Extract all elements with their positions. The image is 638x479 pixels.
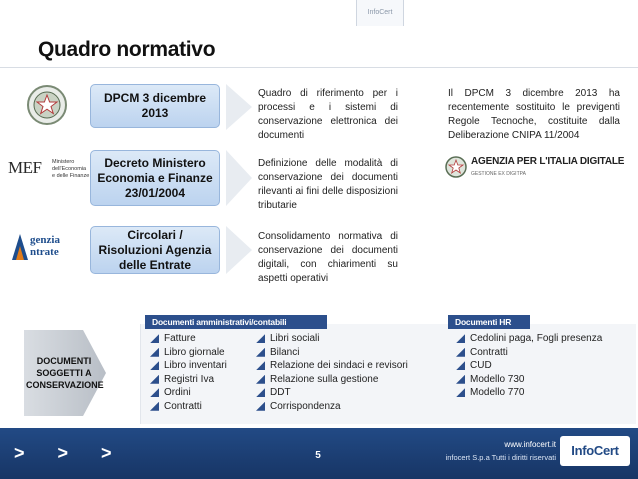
footer-legal-text: infocert S.p.a Tutti i diritti riservati [445,453,556,462]
bullet-arrow-icon [256,348,265,357]
bullet-arrow-icon [256,388,265,397]
bullet-arrow-icon [456,334,465,343]
agid-logo-subtitle: GESTIONE EX DIGITPA [471,171,526,177]
top-brand-label: InfoCert [356,0,404,26]
title-divider [0,67,638,68]
regulation-description-decreto-mef: Definizione delle modalità di conservazione dei documenti rilevanti ai fini delle disposizioni tributarie [258,158,398,211]
row-chevron-arrow [226,226,252,274]
regulation-pill-circolari: Circolari / Risoluzioni Agenzia delle Entrate [90,226,220,274]
regulation-description-dpcm: Quadro di riferimento per i processi e i sistemi di conservazione elettronica dei documenti [258,88,398,141]
list-item: Contratti [456,346,602,360]
documents-arrow-label: DOCUMENTI SOGGETTI A CONSERVAZIONE [26,356,104,390]
ade-logo-word-bottom: ntrate [30,246,59,258]
agid-logo-title: AGENZIA PER L'ITALIA DIGITALE [471,156,625,167]
mef-logo [8,156,90,186]
bullet-arrow-icon [256,402,265,411]
mef-logo-text: Ministero dell'Economia e delle Finanze [52,159,90,179]
list-item: Libro giornale [150,346,227,360]
bullet-arrow-icon [150,375,159,384]
tab-hr-documents: Documenti HR [448,315,530,329]
tab-admin-documents: Documenti amministrativi/contabili [145,315,327,329]
bullet-arrow-icon [150,402,159,411]
bullet-arrow-icon [456,348,465,357]
italian-republic-emblem-icon [26,84,68,126]
row-chevron-arrow [226,84,252,130]
list-item: Relazione sulla gestione [256,373,408,387]
regulation-pill-dpcm: DPCM 3 dicembre 2013 [90,84,220,128]
page-number: 5 [315,450,321,461]
admin-documents-list-1 [150,332,227,413]
admin-documents-list-2 [256,332,408,413]
page-title: Quadro normativo [38,38,216,61]
footer-arrows-icon: > > > [14,443,126,463]
agid-logo [445,150,625,184]
list-item: Fatture [150,332,227,346]
list-item: Ordini [150,386,227,400]
dpcm-note: Il DPCM 3 dicembre 2013 ha recentemente sostituito le previgenti Regole Tecnoche, costituite dalla Deliberazione CNIPA 11/2004 [448,88,620,141]
regulation-pill-decreto-mef: Decreto Ministero Economia e Finanze 23/01/2004 [90,150,220,206]
bullet-arrow-icon [456,361,465,370]
list-item: CUD [456,359,602,373]
bullet-arrow-icon [256,334,265,343]
infocert-logo: InfoCert [560,436,630,466]
footer-url: www.infocert.it [504,440,556,449]
list-item: Registri Iva [150,373,227,387]
bullet-arrow-icon [456,388,465,397]
list-item: Relazione dei sindaci e revisori [256,359,408,373]
agenzia-entrate-mark-icon [10,232,30,262]
list-item: Modello 770 [456,386,602,400]
agid-emblem-icon [445,154,467,180]
hr-documents-list [456,332,602,400]
list-item: Modello 730 [456,373,602,387]
list-item: Corrispondenza [256,400,408,414]
mef-logo-letters: MEF [8,158,42,177]
regulation-description-circolari: Consolidamento normativa di conservazione dei documenti digitali, con chiarimenti su aspetti operativi [258,231,398,284]
list-item: Libri sociali [256,332,408,346]
ade-logo-word-top: genzia [30,234,60,246]
list-item: Contratti [150,400,227,414]
bullet-arrow-icon [150,334,159,343]
list-item: Cedolini paga, Fogli presenza [456,332,602,346]
row-chevron-arrow [226,150,252,206]
bullet-arrow-icon [150,388,159,397]
bullet-arrow-icon [256,361,265,370]
agenzia-entrate-logo [10,232,90,262]
bullet-arrow-icon [150,348,159,357]
bullet-arrow-icon [150,361,159,370]
list-item: DDT [256,386,408,400]
list-item: Bilanci [256,346,408,360]
bullet-arrow-icon [456,375,465,384]
list-item: Libro inventari [150,359,227,373]
bullet-arrow-icon [256,375,265,384]
